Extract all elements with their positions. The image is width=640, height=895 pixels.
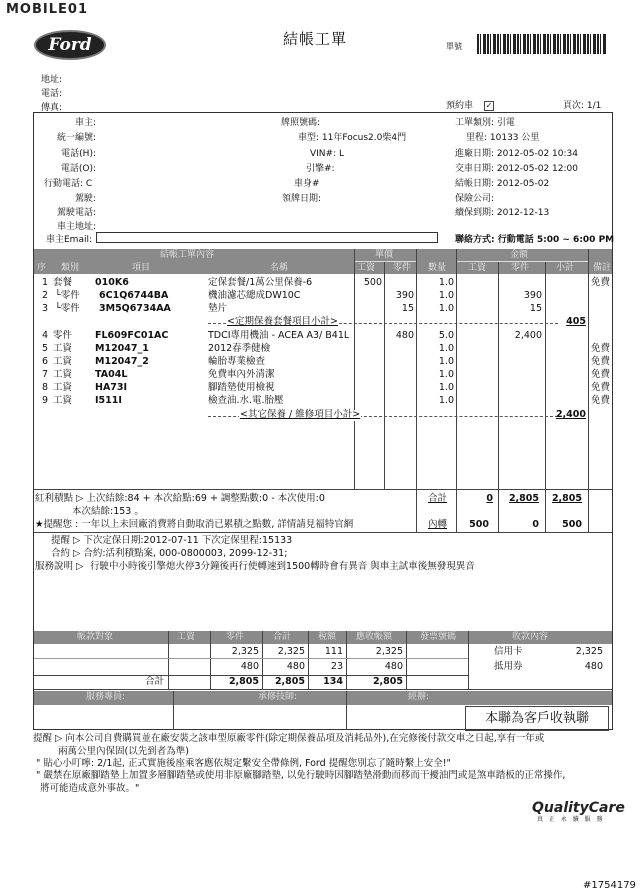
driver-phone-label: 駕駛電話: bbox=[56, 208, 96, 218]
body-label: 車身# bbox=[294, 179, 320, 189]
row-code: 010K6 bbox=[95, 277, 129, 288]
sum-row-total: 480 bbox=[286, 661, 305, 672]
row-category: 套餐 bbox=[53, 277, 73, 288]
row-seq: 6 bbox=[42, 356, 49, 367]
insurance-label: 保險公司: bbox=[455, 194, 495, 204]
internal-parts: 0 bbox=[532, 519, 539, 530]
sum-row-tax: 23 bbox=[330, 661, 343, 672]
row-seq: 9 bbox=[42, 395, 49, 406]
doc-number-label: 單號 bbox=[446, 42, 462, 51]
phone-label: 電話: bbox=[41, 89, 63, 99]
row-unit-parts: 15 bbox=[401, 303, 414, 314]
col-unit-labor: 工資 bbox=[357, 263, 376, 273]
next-service: 提醒 ▷ 下次定保日期:2012-07-11 下次定保里程:15133 bbox=[51, 535, 293, 546]
close-date: 結帳日期: 2012-05-02 bbox=[455, 179, 550, 189]
table-group-work: 結帳工單內容 bbox=[160, 250, 215, 260]
col-amt-labor: 工資 bbox=[468, 263, 487, 273]
address-label: 地址: bbox=[41, 75, 63, 85]
page-number: 頁次: 1/1 bbox=[563, 101, 602, 111]
row-code: TA04L bbox=[95, 369, 128, 380]
row-code: 3M5Q6734AA bbox=[99, 303, 171, 314]
sum-col-tax: 稅額 bbox=[318, 632, 337, 642]
ford-logo: Ford bbox=[34, 30, 106, 60]
contact-method: 聯絡方式: 行動電話 5:00 ~ 6:00 PM bbox=[455, 235, 615, 245]
row-amt-parts: 2,400 bbox=[514, 330, 542, 341]
renewal-date: 續保到期: 2012-12-13 bbox=[455, 208, 550, 218]
approver-label: 承修技師: bbox=[258, 692, 298, 702]
points-line: 紅利積點 ▷ 上次結餘:84 + 本次給點:69 + 調整點數:0 - 本次使用:0 bbox=[35, 493, 325, 504]
sum-total-parts: 2,805 bbox=[228, 676, 259, 687]
row-note: 免費 bbox=[591, 277, 611, 288]
manager-label: 經辦: bbox=[408, 692, 430, 702]
sum-col-labor: 工資 bbox=[177, 632, 196, 642]
sum-row-due: 480 bbox=[384, 661, 403, 672]
row-name: 墊片 bbox=[208, 303, 228, 314]
row-code: FL609FC01AC bbox=[95, 330, 169, 341]
row-qty: 1.0 bbox=[438, 369, 454, 380]
sum-row-method: 信用卡 bbox=[494, 646, 523, 657]
col-category: 類別 bbox=[61, 263, 80, 273]
row-name: 機油濾芯總成DW10C bbox=[208, 290, 301, 301]
row-seq: 5 bbox=[42, 343, 49, 354]
table-group-amount: 金額 bbox=[510, 250, 529, 260]
floormat-note: " 嚴禁在原廠腳踏墊上加置多層腳踏墊或使用非原廠腳踏墊, 以免行駛時因腳踏墊滑動而移而干擾油門或是煞車踏板的正常操作, bbox=[36, 770, 566, 781]
mobile-label: 行動電話: C bbox=[44, 179, 93, 189]
sum-row-method: 抵用券 bbox=[494, 661, 523, 672]
row-category: └零件 bbox=[55, 303, 80, 314]
sum-total-total: 2,805 bbox=[274, 676, 305, 687]
points-reminder: ★提醒您 : 一年以上未回廠消費將自動取消已累積之點數, 詳情請見福特官網 bbox=[35, 519, 354, 530]
row-qty: 5.0 bbox=[438, 330, 454, 341]
site-logo: MOBILE01 bbox=[6, 2, 88, 17]
row-qty: 1.0 bbox=[438, 356, 454, 367]
tax-id-label: 統一編號: bbox=[56, 133, 96, 143]
sum-col-payer: 帳款對象 bbox=[77, 632, 114, 642]
col-unit-parts: 零件 bbox=[393, 263, 412, 273]
sum-total-tax: 134 bbox=[323, 676, 343, 687]
row-unit-labor: 500 bbox=[363, 277, 382, 288]
row-qty: 1.0 bbox=[438, 277, 454, 288]
row-qty: 1.0 bbox=[438, 382, 454, 393]
owner-address-label: 車主地址: bbox=[56, 222, 96, 232]
total-label: 合計 bbox=[428, 493, 448, 504]
email-label: 車主Email: bbox=[46, 235, 93, 245]
row-note: 免費 bbox=[591, 356, 611, 367]
owner-label: 車主: bbox=[74, 118, 96, 128]
sum-col-due: 應收帳額 bbox=[356, 632, 393, 642]
contract-info: 合約 ▷ 合約:活利積點案, 000-0800003, 2099-12-31; bbox=[51, 548, 288, 559]
row-seq: 8 bbox=[42, 382, 49, 393]
row-note: 免費 bbox=[591, 343, 611, 354]
col-seq: 序 bbox=[37, 263, 47, 273]
email-field bbox=[96, 232, 438, 243]
col-subtotal: 小計 bbox=[556, 263, 575, 273]
row-name: 輪胎專業檢查 bbox=[208, 356, 266, 367]
warranty-note: 提醒 ▷ 向本公司自費購買並在廠安裝之該車型原廠零件(除定期保養品項及消耗品外),在完修後付款交車之日起,享有一年或 bbox=[33, 733, 545, 744]
total-parts: 2,805 bbox=[508, 493, 539, 504]
row-seq: 1 bbox=[42, 277, 49, 288]
row-name: 腳踏墊使用檢視 bbox=[208, 382, 275, 393]
internal-label: 內轉 bbox=[428, 519, 448, 530]
table-group-unit: 單價 bbox=[375, 250, 394, 260]
service-note: 行駛中小時後引擎熄火停3分鐘後再行使轉速到1500轉時會有異音 與車主試車後無發現異音 bbox=[90, 561, 475, 572]
sum-row-total: 2,325 bbox=[277, 646, 305, 657]
license-date-label: 領牌日期: bbox=[282, 194, 322, 204]
row-name: 檢查油.水.電.胎壓 bbox=[208, 395, 284, 406]
qualitycare-logo: QualityCare bbox=[532, 800, 625, 816]
barcode-icon bbox=[477, 34, 607, 54]
sum-row-amount: 2,325 bbox=[575, 646, 603, 657]
row-seq: 2 bbox=[42, 290, 49, 301]
sum-row-due: 2,325 bbox=[375, 646, 403, 657]
row-category: 工資 bbox=[53, 395, 73, 406]
row-qty: 1.0 bbox=[438, 395, 454, 406]
sum-col-invoice: 發票號碼 bbox=[420, 632, 457, 642]
row-category: └零件 bbox=[55, 290, 80, 301]
row-note: 免費 bbox=[591, 395, 611, 406]
row-seq: 4 bbox=[42, 330, 49, 341]
col-qty: 數量 bbox=[428, 263, 447, 273]
row-category: 工資 bbox=[53, 369, 73, 380]
sum-row-amount: 480 bbox=[584, 661, 603, 672]
vin-label: VIN#: L bbox=[310, 149, 344, 159]
advisor-label: 服務專員: bbox=[86, 692, 126, 702]
row-code: I511I bbox=[95, 395, 122, 406]
document-title: 結帳工單 bbox=[283, 30, 348, 48]
row-amt-parts: 390 bbox=[523, 290, 542, 301]
subtotal-other-value: 2,400 bbox=[555, 409, 586, 420]
qualitycare-tagline: 真 正 永 續 服 務 bbox=[537, 816, 605, 823]
engine-label: 引擎#: bbox=[306, 164, 335, 174]
phone-h-label: 電話(H): bbox=[61, 149, 96, 159]
row-name: 免費車內外清潔 bbox=[208, 369, 275, 380]
sum-row-parts: 2,325 bbox=[231, 646, 259, 657]
subtotal-other-label: <其它保養 / 維修項目小計> bbox=[240, 409, 361, 420]
internal-subtotal: 500 bbox=[562, 519, 582, 530]
row-qty: 1.0 bbox=[438, 343, 454, 354]
warranty-note-cont: 兩萬公里內保固(以先到者為準) bbox=[58, 746, 189, 757]
row-unit-parts: 480 bbox=[395, 330, 414, 341]
row-note: 免費 bbox=[591, 382, 611, 393]
row-qty: 1.0 bbox=[438, 290, 454, 301]
row-name: 2012春季健檢 bbox=[208, 343, 271, 354]
row-category: 工資 bbox=[53, 356, 73, 367]
col-note: 備註 bbox=[593, 263, 612, 273]
job-type: 工單類別: 引電 bbox=[455, 118, 515, 128]
total-labor: 0 bbox=[486, 493, 493, 504]
sum-col-total: 合計 bbox=[273, 632, 292, 642]
sum-total-label: 合計 bbox=[145, 676, 165, 687]
sum-col-payment: 收款內容 bbox=[512, 632, 549, 642]
subtotal-package-label: <定期保養套餐項目小計> bbox=[227, 316, 338, 327]
row-code: 6C1Q6744BA bbox=[99, 290, 169, 301]
row-code: M12047_1 bbox=[95, 343, 149, 354]
row-name: TDCI專用機油 - ACEA A3/ B41L bbox=[208, 330, 350, 341]
row-seq: 3 bbox=[42, 303, 49, 314]
row-code: M12047_2 bbox=[95, 356, 149, 367]
plate-label: 牌照號碼: bbox=[281, 118, 321, 128]
seatbelt-note: " 貼心小叮嚀: 2/1起, 正式實施後座乘客應依規定繫安全帶條例, Ford 提醒您別忘了隨時繫上安全!" bbox=[36, 758, 451, 769]
mileage: 里程: 10133 公里 bbox=[466, 133, 540, 143]
sum-col-parts: 零件 bbox=[226, 632, 245, 642]
col-item: 項目 bbox=[132, 263, 151, 273]
row-amt-parts: 15 bbox=[529, 303, 542, 314]
row-seq: 7 bbox=[42, 369, 49, 380]
row-category: 工資 bbox=[53, 382, 73, 393]
delivery-date: 交車日期: 2012-05-02 12:00 bbox=[455, 164, 578, 174]
sum-row-parts: 480 bbox=[240, 661, 259, 672]
sum-row-tax: 111 bbox=[324, 646, 343, 657]
points-balance: 本次結餘:153 。 bbox=[72, 506, 144, 517]
appointment-label: 預約車 bbox=[446, 101, 474, 111]
row-unit-parts: 390 bbox=[395, 290, 414, 301]
row-category: 工資 bbox=[53, 343, 73, 354]
row-note: 免費 bbox=[591, 369, 611, 380]
row-category: 零件 bbox=[53, 330, 73, 341]
total-subtotal: 2,805 bbox=[551, 493, 582, 504]
floormat-note-cont: 將可能造成意外事故。" bbox=[40, 783, 140, 794]
internal-labor: 500 bbox=[469, 519, 489, 530]
row-code: HA73I bbox=[95, 382, 128, 393]
sum-total-due: 2,805 bbox=[372, 676, 403, 687]
customer-copy-stamp: 本聯為客戶收執聯 bbox=[465, 706, 609, 731]
in-date: 進廠日期: 2012-05-02 10:34 bbox=[455, 149, 578, 159]
service-note-label: 服務說明 ▷ bbox=[35, 561, 84, 572]
driver-label: 駕駛: bbox=[74, 194, 96, 204]
model-label: 車型: 11年Focus2.0柴4門 bbox=[298, 133, 407, 143]
row-name: 定保套餐/1萬公里保養-6 bbox=[208, 277, 313, 288]
phone-o-label: 電話(O): bbox=[60, 164, 96, 174]
appointment-checkbox: ✓ bbox=[485, 101, 493, 110]
subtotal-package-value: 405 bbox=[566, 316, 586, 327]
col-name: 名稱 bbox=[270, 263, 289, 273]
col-amt-parts: 零件 bbox=[511, 263, 530, 273]
fax-label: 傳真: bbox=[41, 103, 63, 113]
row-qty: 1.0 bbox=[438, 303, 454, 314]
watermark-id: #1754179 bbox=[583, 880, 636, 891]
